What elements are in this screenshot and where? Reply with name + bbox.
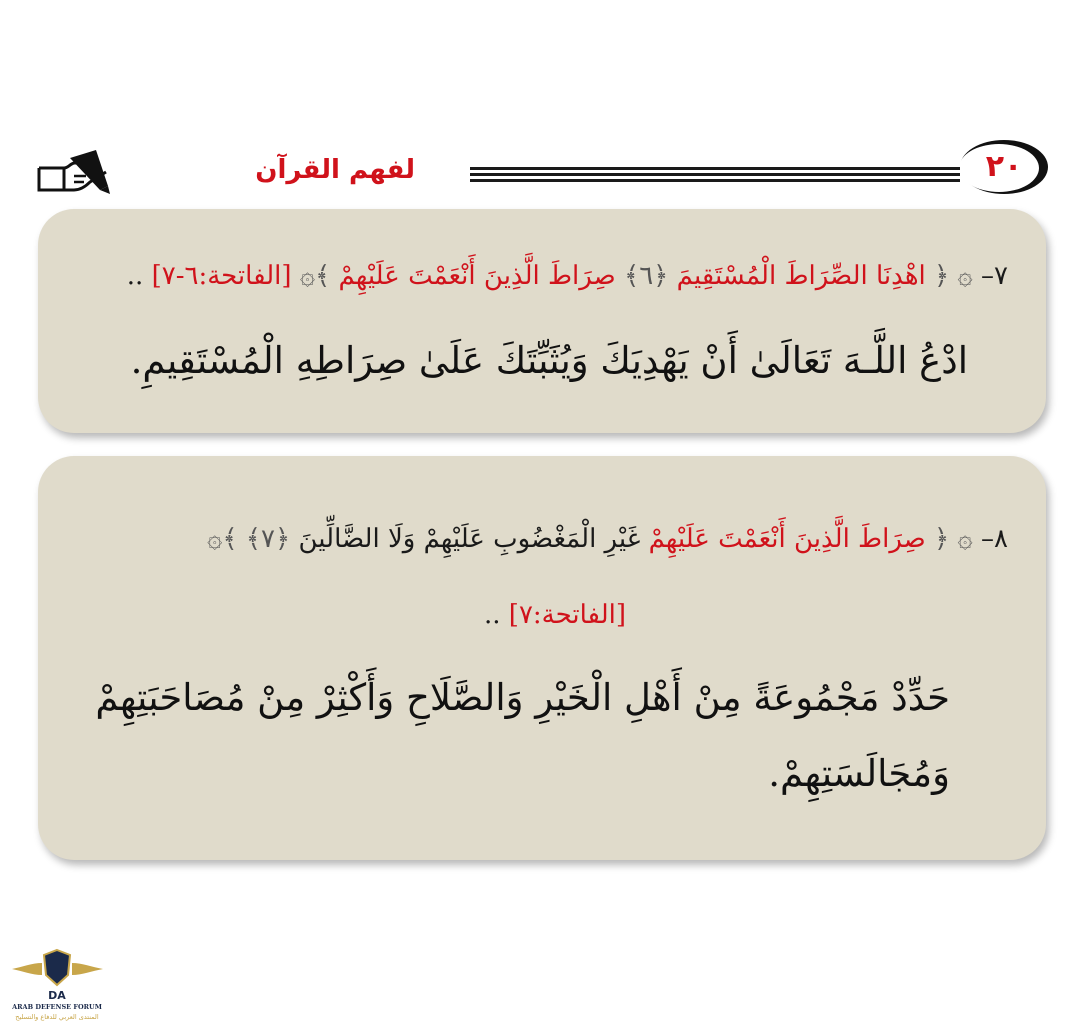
reference-suffix: .. [126, 261, 144, 291]
verse-text: غَيْرِ الْمَغْضُوبِ عَلَيْهِمْ وَلَا الضَّالِّينَ [298, 524, 641, 554]
item-number: ٨– [981, 524, 1008, 554]
instruction-line: حَدِّدْ مَجْمُوعَةً مِنْ أَهْلِ الْخَيْرِ وَالصَّلَاحِ وَأَكْثِرْ مِنْ مُصَاحَبَتِهِمْ [95, 676, 950, 719]
page-number-badge [958, 138, 1050, 196]
verse-text: اهْدِنَا الصِّرَاطَ الْمُسْتَقِيمَ [676, 261, 926, 291]
ornament-bracket-open-icon: ۞ ﴿ [925, 261, 973, 291]
ornament-bracket-open-icon: ۞ ﴿ [925, 524, 973, 554]
logo-name-ar: المنتدى العربي للدفاع والتسليح [15, 1013, 99, 1021]
verse-text: صِرَاطَ الَّذِينَ أَنْعَمْتَ عَلَيْهِمْ [648, 524, 926, 554]
ayah-mark-icon: ﴿٧﴾ [237, 524, 291, 554]
hand-writing-pen-icon [34, 146, 114, 196]
verse-reference: [الفاتحة:٦-٧] [151, 261, 292, 291]
verse-text: صِرَاطَ الَّذِينَ أَنْعَمْتَ عَلَيْهِمْ [338, 261, 616, 291]
logo-name: ARAB DEFENSE FORUM [12, 1003, 102, 1011]
instruction-text: ادْعُ اللَّـهَ تَعَالَىٰ أَنْ يَهْدِيَكَ وَيُثَبِّتَكَ عَلَىٰ صِرَاطِهِ الْمُسْتَقِيمِ. [130, 339, 968, 382]
ornament-bracket-close-icon: ﴾۞ [207, 524, 238, 554]
page-number: ٢٠ [985, 149, 1023, 184]
verse-line [207, 524, 1008, 554]
verse-line [127, 261, 1008, 291]
logo-letters: DA [48, 989, 66, 1002]
arab-defense-forum-logo [10, 945, 105, 1023]
shield-wings-logo-icon [10, 945, 105, 1023]
activity-card-7 [38, 209, 1046, 433]
verse-reference-line [484, 600, 626, 630]
header-divider [470, 167, 960, 183]
page-title: لفهم القرآن [255, 155, 415, 185]
reference-suffix: .. [483, 600, 501, 630]
verse-reference: [الفاتحة:٧] [508, 600, 626, 630]
activity-card-8 [38, 456, 1046, 860]
instruction-text [70, 660, 950, 812]
ayah-mark-icon: ﴿٦﴾ [615, 261, 669, 291]
ornament-bracket-close-icon: ﴾۞ [299, 261, 331, 291]
item-number: ٧– [981, 261, 1008, 291]
instruction-line: وَمُجَالَسَتِهِمْ. [768, 752, 950, 795]
